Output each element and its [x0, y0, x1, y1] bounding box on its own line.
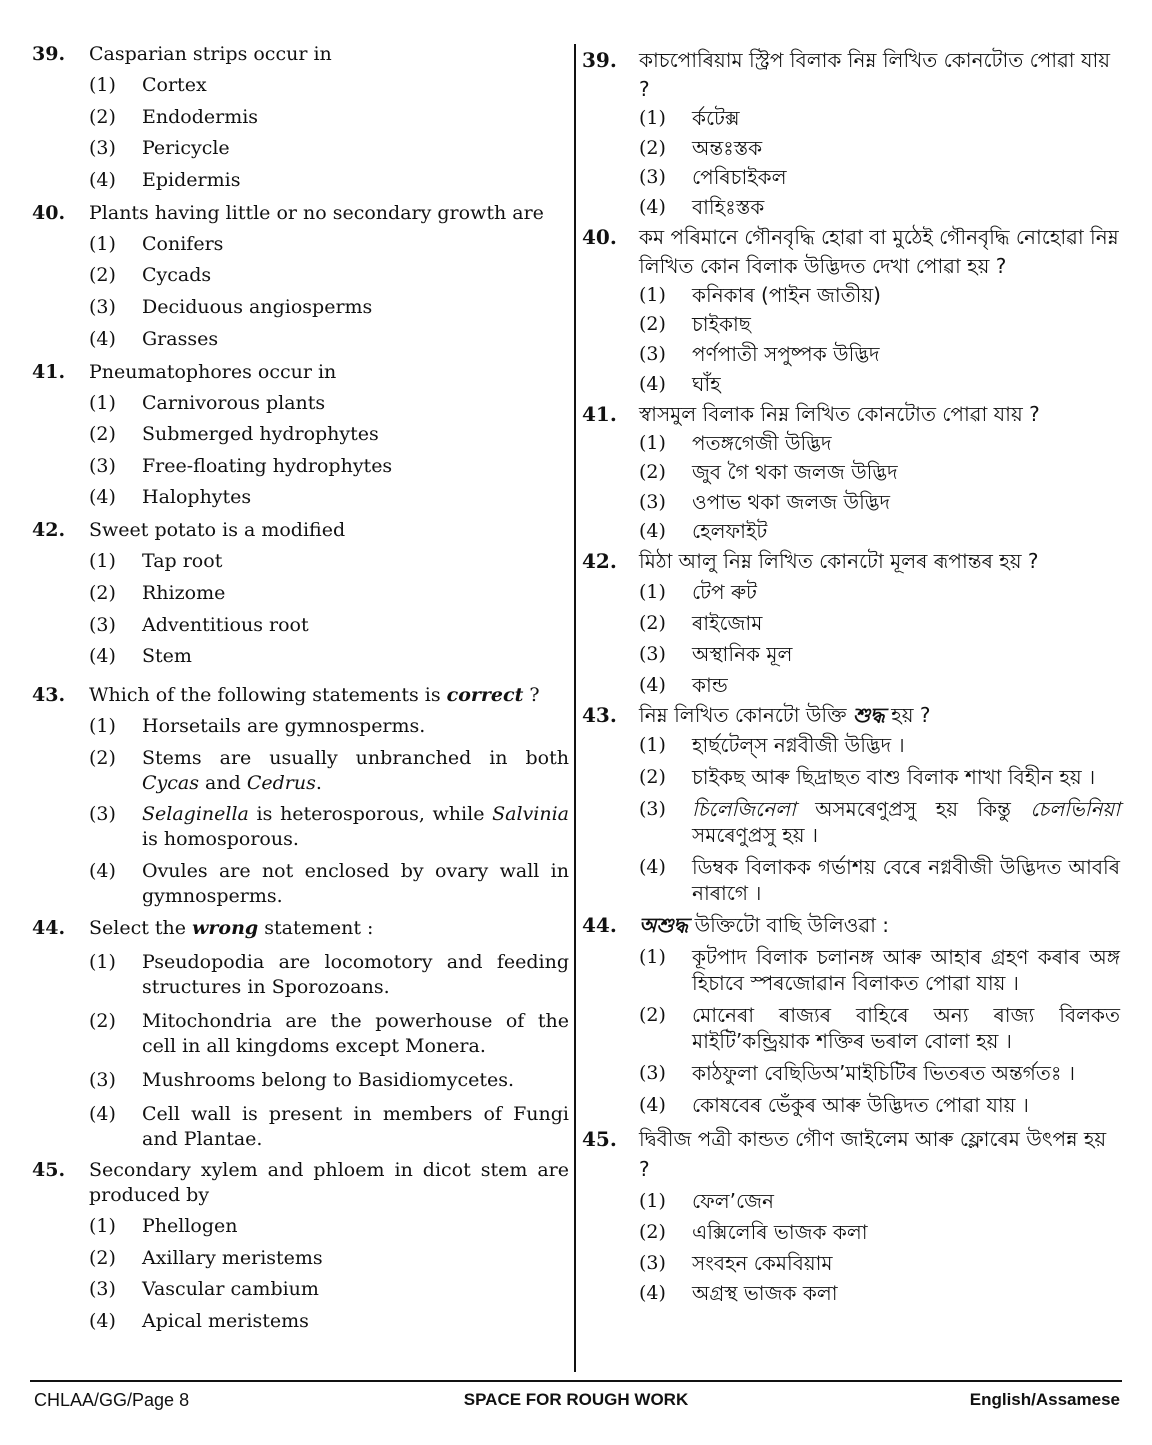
option-number: (4)	[639, 520, 666, 543]
option-number: (2)	[639, 1220, 666, 1243]
option-number: (4)	[639, 372, 666, 395]
option-number: (1)	[639, 581, 666, 604]
option-text: কাঠফুলা বেছিডিঅ’মাইচিটিৰ ভিতৰত অন্তৰ্গতঃ ।	[692, 1061, 1076, 1086]
option-number: (2)	[89, 581, 116, 604]
option-number: (4)	[89, 486, 116, 509]
option-text: Cortex	[142, 74, 207, 96]
option-number: (3)	[639, 643, 666, 666]
option-text	[692, 796, 1120, 848]
option-text: Pericycle	[142, 137, 230, 160]
emphasis-word: wrong	[192, 916, 259, 939]
option-number: (3)	[639, 342, 666, 365]
question-text	[639, 912, 1120, 938]
option-text: Axillary meristems	[142, 1246, 323, 1269]
option-number: (2)	[639, 136, 666, 159]
option-text-part: Stems are usually unbranched in both	[142, 746, 569, 769]
question-number: 40.	[582, 224, 617, 249]
option-number: (1)	[89, 550, 116, 573]
option-number: (4)	[639, 1094, 666, 1117]
question-text: স্বাসমুল বিলাক নিম্ন লিখিত কোনটোত পোৱা যায় ?	[639, 401, 1040, 426]
option-text	[142, 746, 569, 796]
column-divider	[574, 44, 576, 1372]
option-text-part: is heterosporous, while	[248, 803, 493, 826]
emphasis-word: শুদ্ধ	[852, 703, 885, 728]
option-number: (1)	[639, 734, 666, 757]
option-text: চাইকছ আৰু ছিদ্ৰাছত বাশু বিলাক শাখা বিহীন হয় ।	[692, 765, 1096, 790]
option-text	[142, 802, 569, 852]
option-number: (2)	[639, 766, 666, 789]
option-text: চাইকাছ	[692, 312, 751, 337]
question-text: Secondary xylem and phloem in dicot stem are produced by	[89, 1159, 569, 1207]
option-text: অন্তঃস্তক	[692, 135, 763, 160]
question-number: 45.	[32, 1159, 66, 1182]
footer-rule	[30, 1380, 1122, 1382]
option-text: Rhizome	[142, 581, 226, 604]
rough-work-label: SPACE FOR ROUGH WORK	[463, 1390, 689, 1409]
question-text-part: Which of the following statements is	[89, 684, 447, 707]
question-45-as	[582, 1124, 1120, 1308]
option-number: (2)	[639, 313, 666, 336]
option-number: (4)	[89, 645, 116, 668]
question-text-part: Select the	[89, 916, 193, 939]
option-text: Pseudopodia are locomotory and feeding structures in Sporozoans.	[142, 950, 569, 998]
option-text: Ovules are not enclosed by ovary wall in gymnosperms.	[142, 859, 569, 907]
option-number: (1)	[639, 107, 666, 129]
emphasis-word: অশুদ্ধ	[639, 913, 689, 938]
question-number: 41.	[32, 360, 66, 383]
option-number: (3)	[639, 1062, 666, 1085]
option-text-part: অসমৰেণুপ্ৰসু হয় কিন্তু	[795, 797, 1031, 822]
option-text: সংবহন কেমবিয়াম	[692, 1250, 833, 1275]
option-text: কোষবেৰ ভেঁকুৰ আৰু উদ্ভিদত পোৱা যায় ।	[692, 1093, 1029, 1118]
option-text: পৰ্ণপাতী সপুষ্পক উদ্ভিদ	[692, 341, 880, 366]
option-text: হাৰ্ছটেল্‌স নগ্নবীজী উদ্ভিদ ।	[692, 733, 905, 758]
question-number: 42.	[32, 519, 66, 542]
option-number: (1)	[639, 946, 666, 969]
option-text: Carnivorous plants	[142, 391, 326, 414]
option-text: বাহিঃস্তক	[692, 194, 765, 219]
question-text-part: নিম্ন লিখিত কোনটো উক্তি	[639, 703, 853, 728]
question-number: 43.	[32, 684, 66, 707]
option-text: Tap root	[142, 550, 223, 573]
assamese-column	[582, 46, 1120, 1309]
option-number: (4)	[89, 1102, 116, 1125]
option-text: পেৰিচাইকল	[692, 165, 787, 190]
option-number: (3)	[89, 613, 116, 636]
english-column	[32, 42, 569, 1340]
option-number: (1)	[89, 1215, 116, 1238]
question-41-as	[582, 400, 1120, 547]
option-number: (4)	[639, 856, 666, 879]
option-number: (4)	[89, 859, 116, 882]
language-label: English/Assamese	[969, 1390, 1120, 1409]
option-number: (1)	[89, 950, 116, 973]
question-text	[89, 916, 569, 941]
option-text: Mushrooms belong to Basidiomycetes.	[142, 1068, 515, 1091]
question-text: Plants having little or no secondary growth are	[89, 201, 544, 224]
question-text: দ্বিবীজ পত্ৰী কান্ডত গৌণ জাইলেম আৰু ফ্লোৰেম উৎপন্ন হয় ?	[639, 1127, 1107, 1182]
option-number: (2)	[89, 1246, 116, 1269]
option-text: Deciduous angiosperms	[142, 295, 373, 318]
option-text: Grasses	[142, 327, 219, 350]
option-number: (2)	[89, 423, 116, 446]
emphasis-word: correct	[446, 684, 524, 707]
option-number: (2)	[89, 105, 116, 128]
option-number: (2)	[639, 1004, 666, 1027]
question-text-part: ?	[523, 684, 540, 707]
option-text: কান্ড	[692, 673, 728, 698]
option-number: (4)	[89, 168, 116, 191]
option-number: (1)	[639, 1190, 666, 1213]
option-text-part: is homosporous.	[142, 828, 299, 851]
question-text-part: হয় ?	[884, 703, 931, 728]
option-text: Submerged hydrophytes	[142, 423, 379, 446]
option-number: (1)	[89, 391, 116, 414]
question-39-as	[582, 46, 1120, 222]
question-text: Casparian strips occur in	[89, 43, 332, 65]
option-number: (3)	[89, 454, 116, 477]
option-text: Phellogen	[142, 1215, 238, 1238]
question-43-en	[32, 683, 569, 909]
option-text: কূটপাদ বিলাক চলানঙ্গ আৰু আহাৰ গ্ৰহণ কৰাৰ অঙ্গ হিচাবে স্পৰজোৱান বিলাকত পোৱা যায় ।	[692, 945, 1120, 996]
option-number: (2)	[639, 612, 666, 635]
question-42-as	[582, 547, 1120, 700]
option-number: (3)	[639, 798, 666, 821]
question-39-en	[32, 42, 569, 193]
option-text: Conifers	[142, 232, 224, 255]
question-45-en	[32, 1158, 569, 1334]
question-number: 40.	[32, 201, 66, 224]
question-number: 44.	[582, 913, 617, 938]
option-text: Cycads	[142, 264, 212, 287]
option-text-part: .	[315, 771, 322, 794]
question-44-as	[582, 912, 1120, 1118]
option-text: Stem	[142, 645, 192, 668]
option-number: (4)	[639, 1282, 666, 1305]
option-number: (3)	[89, 1278, 116, 1301]
option-number: (1)	[639, 431, 666, 454]
option-text: Cell wall is present in members of Fungi and Plantae.	[142, 1102, 569, 1150]
option-number: (1)	[639, 283, 666, 306]
question-41-en	[32, 360, 569, 511]
question-40-en	[32, 201, 569, 352]
option-text: ঘাঁহ	[692, 371, 721, 396]
genus-name: চেলভিনিয়া	[1030, 797, 1120, 822]
option-text: ৰ্কটেক্স	[692, 106, 740, 130]
option-text: Apical meristems	[142, 1309, 309, 1332]
option-text: মোনেৰা ৰাজ্যৰ বাহিৰে অন্য ৰাজ্য বিলকত মাইটি’কন্ড্ৰিয়াক শক্তিৰ ভৰাল বোলা হয় ।	[692, 1003, 1120, 1054]
question-number: 45.	[582, 1127, 617, 1152]
question-44-en	[32, 916, 569, 1152]
option-number: (1)	[89, 715, 116, 738]
option-text: কনিকাৰ (পাইন জাতীয়)	[692, 282, 881, 307]
question-text: Pneumatophores occur in	[89, 360, 337, 383]
option-number: (2)	[639, 461, 666, 484]
option-number: (4)	[89, 327, 116, 350]
option-text: ডিম্বক বিলাকক গৰ্ভাশয় বেৰে নগ্নবীজী উদ্ভিদত আবৰি নাৰাগে ।	[692, 855, 1120, 906]
genus-name: চিলেজিনেলা	[692, 797, 796, 822]
question-number: 41.	[582, 401, 617, 426]
option-text: Halophytes	[142, 486, 252, 509]
question-text	[89, 683, 569, 708]
question-number: 43.	[582, 703, 617, 728]
question-text-part: statement :	[258, 916, 374, 939]
question-42-en	[32, 518, 569, 669]
option-text: হেলফাইট	[692, 519, 768, 544]
option-text: ফেল’জেন	[692, 1189, 774, 1214]
option-number: (1)	[89, 232, 116, 255]
option-text: টেপ ৰুট	[692, 580, 757, 605]
option-number: (1)	[89, 74, 116, 96]
option-text: Vascular cambium	[142, 1278, 319, 1301]
option-text-part: সমৰেণুপ্ৰসু হয় ।	[692, 823, 819, 848]
option-number: (4)	[639, 195, 666, 218]
question-text-part: উক্তিটো বাছি উলিওৱা :	[688, 913, 890, 938]
option-text: Free-floating hydrophytes	[142, 454, 393, 477]
option-number: (3)	[89, 295, 116, 318]
option-text: এক্সিলেৰি ভাজক কলা	[692, 1219, 868, 1244]
option-text: অগ্ৰস্থ ভাজক কলা	[692, 1281, 838, 1306]
option-text: Epidermis	[142, 168, 241, 191]
option-number: (3)	[89, 137, 116, 160]
option-text: ওপাভ থকা জলজ উদ্ভিদ	[692, 489, 891, 514]
question-40-as	[582, 223, 1120, 399]
genus-name: Selaginella	[142, 803, 249, 826]
option-number: (2)	[89, 264, 116, 287]
genus-name: Salvinia	[492, 803, 569, 826]
question-number: 39.	[32, 43, 66, 65]
option-number: (3)	[89, 803, 116, 826]
genus-name: Cedrus	[246, 771, 316, 794]
option-number: (4)	[639, 674, 666, 697]
option-number: (4)	[89, 1309, 116, 1332]
option-text-part: and	[199, 771, 247, 794]
question-text: কম পৰিমানে গৌনবৃদ্ধি হোৱা বা মুঠেই গৌনবৃদ্ধি নোহোৱা নিম্ন লিখিত কোন বিলাক উদ্ভিদত দেখা পোৱা হয় ?	[639, 224, 1119, 278]
option-number: (2)	[89, 1009, 116, 1032]
genus-name: Cycas	[142, 771, 199, 794]
question-text: কাচপোৰিয়াম স্ট্ৰিপ বিলাক নিম্ন লিখিত কোনটোত পোৱা যায় ?	[639, 48, 1111, 101]
option-number: (2)	[89, 746, 116, 769]
option-text: Horsetails are gymnosperms.	[142, 715, 426, 738]
option-text: Adventitious root	[142, 613, 309, 636]
option-number: (3)	[639, 490, 666, 513]
question-number: 39.	[582, 48, 617, 72]
option-number: (3)	[639, 166, 666, 189]
question-number: 42.	[582, 549, 617, 574]
question-number: 44.	[32, 916, 66, 939]
option-number: (3)	[639, 1251, 666, 1274]
option-text: Mitochondria are the powerhouse of the cell in all kingdoms except Monera.	[142, 1009, 569, 1057]
page-code: CHLAA/GG/Page 8	[34, 1390, 190, 1410]
option-text: পতঙ্গগেজী উদ্ভিদ	[692, 430, 832, 455]
option-text: Endodermis	[142, 105, 259, 128]
option-text: অস্থানিক মূল	[692, 642, 793, 667]
option-text: ৰাইজোম	[692, 611, 763, 636]
question-43-as	[582, 702, 1120, 906]
question-text: মিঠা আলু নিম্ন লিখিত কোনটো মূলৰ ৰূপান্তৰ হয় ?	[639, 549, 1039, 574]
question-text	[639, 702, 1120, 728]
option-number: (3)	[89, 1068, 116, 1091]
option-text: জুব গৈ থকা জলজ উদ্ভিদ	[692, 460, 898, 485]
question-text: Sweet potato is a modified	[89, 519, 346, 542]
